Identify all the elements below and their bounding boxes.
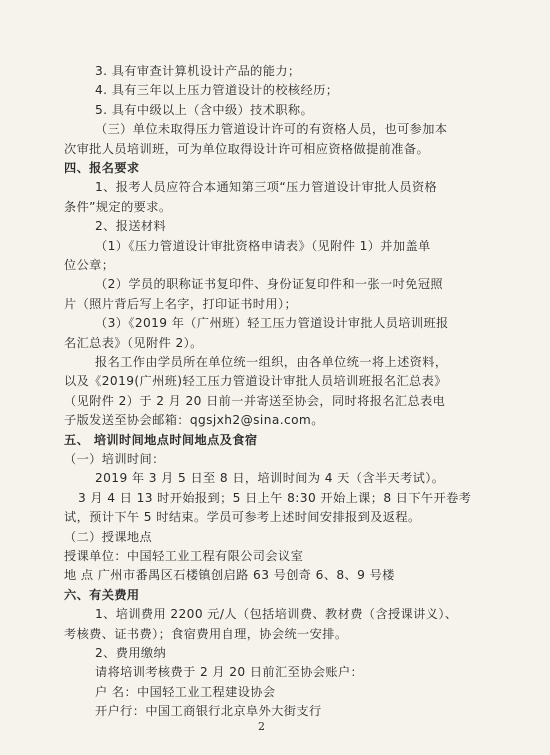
text-line: （1）《压力管道设计审批资格申请表》（见附件 1）并加盖单: [95, 238, 431, 253]
text-line: 开户行：中国工商银行北京阜外大街支行: [95, 704, 322, 719]
section-heading: 六、有关费用: [64, 587, 140, 602]
text-line: （三）单位未取得压力管道设计许可的有资格人员，也可参加本: [95, 122, 448, 137]
section-heading: 四、报名要求: [64, 161, 140, 175]
text-line: （2）学员的职称证书复印件、身份证复印件和一张一吋免冠照: [95, 277, 444, 292]
text-line: 5. 具有中级以上（含中级）技术职称。: [95, 102, 314, 117]
text-line: 地 点 广州市番禺区石楼镇创启路 63 号创奇 6、8、9 号楼: [64, 568, 395, 583]
text-line: （见附件 2）于 2 月 20 日前一并寄送至协会，同时将报名汇总表电: [64, 393, 446, 408]
text-line: 报名工作由学员所在单位统一组织，由各单位统一将上述资料，: [95, 355, 448, 369]
text-line: 3. 具有审查计算机设计产品的能力；: [95, 64, 301, 78]
text-line: 考核费、证书费）；食宿费用自理，协会统一安排。: [64, 626, 348, 641]
text-line: 请将培训考核费于 2 月 20 日前汇至协会账户：: [95, 665, 364, 680]
text-line: 2019 年 3 月 5 日至 8 日，培训时间为 4 天（含半天考试）。: [95, 471, 445, 486]
text-line: （一）培训时间：: [64, 452, 165, 466]
text-line: 4. 具有三年以上压力管道设计的校核经历；: [95, 83, 339, 98]
text-line: 次审批人员培训班，可为单位取得设计许可相应资格做提前准备。: [64, 141, 430, 156]
text-line: 位公章；: [64, 258, 115, 272]
text-line: 以及《2019(广州班)轻工压力管道设计审批人员培训班报名汇总表》: [64, 374, 447, 389]
text-line: 2、报送材料: [95, 219, 167, 234]
text-line: 户 名：中国轻工业工程建设协会: [95, 684, 276, 699]
text-line: 子版发送至协会邮箱：qgsjxh2@sina.com。: [64, 413, 324, 428]
text-line: 2、费用缴纳: [95, 646, 167, 660]
section-heading: 五、 培训时间地点时间地点及食宿: [64, 432, 258, 447]
text-line: 条件”规定的要求。: [64, 199, 172, 214]
text-line: 名汇总表》（见附件 2）。: [64, 335, 203, 350]
text-line: 授课单位：中国轻工业工程有限公司会议室: [64, 549, 304, 563]
text-line: 1、培训费用 2200 元/人（包括培训费、教材费（含授课讲义）、: [95, 607, 458, 622]
text-line: 试，预计下午 5 时结束。学员可参考上述时间安排报到及返程。: [64, 510, 421, 525]
text-line: （3）《2019 年（广州班）轻工压力管道设计审批人员培训班报: [95, 316, 449, 331]
text-line: （二）授课地点: [64, 529, 153, 544]
text-line: 3 月 4 日 13 时开始报到；5 日上午 8:30 开始上课；8 日下午开卷考: [78, 490, 472, 505]
text-line: 1、报考人员应符合本通知第三项“压力管道设计审批人员资格: [95, 180, 438, 195]
text-line: 片（照片背后写上名字，打印证书时用）；: [64, 296, 298, 311]
page-number: 2: [258, 720, 265, 733]
